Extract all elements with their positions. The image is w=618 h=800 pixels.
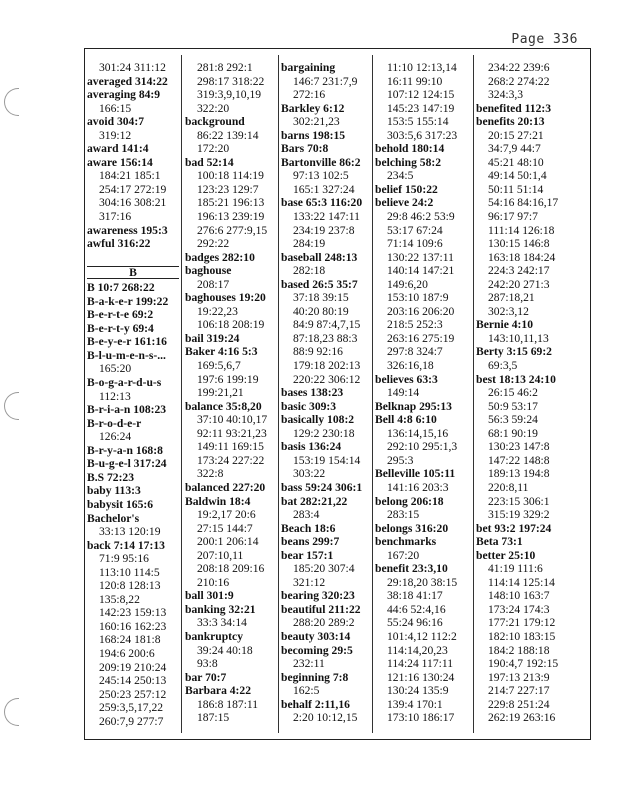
index-entry-term: Beach 18:6: [281, 521, 336, 535]
index-entry-references: 288:20 289:2: [293, 616, 355, 630]
index-entry-references: 210:16: [197, 575, 230, 589]
index-entry-term: belongs 316:20: [375, 521, 449, 535]
index-entry-references: 322:8: [197, 467, 224, 481]
index-entry-references: 97:13 102:5: [293, 169, 349, 183]
index-entry-references: 33:3 34:14: [197, 616, 247, 630]
index-entry-term: bankruptcy: [185, 629, 243, 643]
index-entry-term: baghouses 19:20: [185, 291, 266, 305]
index-entry-references: 165:20: [99, 362, 132, 376]
index-entry-references: 301:24 311:12: [99, 61, 166, 74]
index-entry-references: 130:22 137:11: [387, 250, 454, 264]
index-entry-references: 16:11 99:10: [387, 74, 443, 88]
blank-line: [87, 251, 179, 265]
index-entry-references: 297:8 324:7: [387, 345, 443, 359]
index-page-frame: [84, 48, 591, 740]
index-entry-references: 190:4,7 192:15: [488, 657, 559, 671]
index-entry-references: 120:8 128:13: [99, 579, 161, 593]
index-entry-references: 263:16 275:19: [387, 331, 455, 345]
index-entry-references: 218:5 252:3: [387, 318, 443, 332]
index-entry-references: 130:23 147:8: [488, 440, 550, 454]
index-entry-term: B-o-g-a-r-d-u-s: [87, 376, 162, 390]
index-entry-references: 153:19 154:14: [293, 453, 361, 467]
index-entry-references: 142:23 159:13: [99, 606, 167, 620]
index-entry-references: 50:11 51:14: [488, 182, 544, 196]
index-entry-references: 317:16: [99, 210, 132, 224]
index-column-2: [185, 61, 275, 731]
index-entry-references: 234:19 237:8: [293, 223, 355, 237]
index-entry-references: 54:16 84:16,17: [488, 196, 559, 210]
index-entry-references: 184:21 185:1: [99, 169, 161, 183]
index-entry-references: 2:20 10:12,15: [293, 711, 358, 725]
index-entry-references: 186:8 187:11: [197, 697, 259, 711]
index-entry-term: award 141:4: [87, 142, 149, 156]
index-entry-term: bail 319:24: [185, 331, 240, 345]
index-entry-term: balanced 227:20: [185, 480, 266, 494]
index-entry-references: 96:17 97:7: [488, 210, 538, 224]
punch-hole-mark: [4, 392, 19, 420]
index-entry-references: 153:10 187:9: [387, 291, 449, 305]
index-entry-references: 56:3 59:24: [488, 413, 538, 427]
punch-hole-mark: [4, 88, 19, 116]
index-entry-term: believe 24:2: [375, 196, 434, 210]
index-entry-references: 173:10 186:17: [387, 711, 455, 725]
index-entry-references: 245:14 250:13: [99, 674, 167, 688]
index-entry-references: 45:21 48:10: [488, 155, 544, 169]
index-entry-references: 220:8,11: [488, 480, 529, 494]
index-entry-references: 87:18,23 88:3: [293, 331, 358, 345]
index-entry-references: 129:2 230:18: [293, 426, 355, 440]
index-entry-references: 214:7 227:17: [488, 684, 550, 698]
index-entry-references: 149:14: [387, 386, 420, 400]
index-entry-references: 145:23 147:19: [387, 101, 455, 115]
index-entry-term: baghouse: [185, 264, 232, 278]
index-entry-references: 114:14,20,23: [387, 643, 448, 657]
index-entry-references: 324:3,3: [488, 88, 524, 102]
index-entry-term: barns 198:15: [281, 128, 346, 142]
column-divider: [372, 55, 373, 733]
index-entry-term: better 25:10: [476, 548, 536, 562]
index-entry-term: baseball 248:13: [281, 250, 358, 264]
index-column-3: [281, 61, 369, 731]
index-entry-references: 123:23 129:7: [197, 182, 259, 196]
index-entry-references: 287:18,21: [488, 291, 535, 305]
index-entry-references: 232:11: [293, 657, 325, 671]
column-divider: [473, 55, 474, 733]
index-entry-term: Bars 70:8: [281, 142, 329, 156]
index-entry-references: 322:20: [197, 101, 230, 115]
index-entry-references: 304:16 308:21: [99, 196, 167, 210]
index-entry-references: 163:18 184:24: [488, 250, 556, 264]
index-entry-references: 284:19: [293, 237, 326, 251]
index-entry-term: awful 316:22: [87, 237, 151, 251]
index-entry-term: Bartonville 86:2: [281, 155, 361, 169]
index-entry-references: 29:18,20 38:15: [387, 575, 458, 589]
index-entry-term: badges 282:10: [185, 250, 255, 264]
index-entry-references: 173:24 227:22: [197, 453, 265, 467]
index-entry-references: 133:22 147:11: [293, 210, 360, 224]
index-entry-references: 19:22,23: [197, 304, 238, 318]
index-entry-term: Belknap 295:13: [375, 399, 452, 413]
index-entry-references: 182:10 183:15: [488, 629, 556, 643]
index-entry-references: 41:19 111:6: [488, 562, 543, 576]
index-entry-references: 141:16 203:3: [387, 480, 449, 494]
index-entry-term: B-a-k-e-r 199:22: [87, 294, 169, 308]
index-entry-term: bass 59:24 306:1: [281, 480, 363, 494]
index-entry-term: back 7:14 17:13: [87, 538, 165, 552]
index-entry-references: 223:15 306:1: [488, 494, 550, 508]
index-entry-references: 111:14 126:18: [488, 223, 555, 237]
index-entry-references: 37:18 39:15: [293, 291, 349, 305]
index-entry-term: beautiful 211:22: [281, 602, 361, 616]
index-entry-references: 194:6 200:6: [99, 646, 155, 660]
index-entry-references: 50:9 53:17: [488, 399, 538, 413]
column-divider: [278, 55, 279, 733]
index-entry-term: benefits 20:13: [476, 115, 545, 129]
index-entry-references: 173:24 174:3: [488, 602, 550, 616]
index-entry-term: Baker 4:16 5:3: [185, 345, 258, 359]
index-entry-references: 319:12: [99, 128, 132, 142]
index-entry-term: B-r-y-a-n 168:8: [87, 443, 163, 457]
index-entry-references: 160:16 162:23: [99, 619, 167, 633]
index-entry-references: 272:16: [293, 88, 326, 102]
index-entry-references: 208:17: [197, 277, 230, 291]
index-entry-references: 254:17 272:19: [99, 182, 167, 196]
index-entry-references: 55:24 96:16: [387, 616, 443, 630]
punch-hole-mark: [4, 698, 19, 726]
index-entry-term: behalf 2:11,16: [281, 697, 350, 711]
index-entry-references: 281:8 292:1: [197, 61, 253, 74]
index-entry-references: 268:2 274:22: [488, 74, 550, 88]
index-entry-references: 185:20 307:4: [293, 562, 355, 576]
index-entry-references: 177:21 179:12: [488, 616, 556, 630]
index-entry-references: 86:22 139:14: [197, 128, 259, 142]
index-entry-references: 283:4: [293, 508, 320, 522]
index-entry-references: 196:13 239:19: [197, 210, 265, 224]
index-entry-term: B.S 72:23: [87, 470, 135, 484]
index-entry-references: 106:18 208:19: [197, 318, 265, 332]
index-entry-references: 27:15 144:7: [197, 521, 253, 535]
index-entry-references: 130:15 146:8: [488, 237, 550, 251]
index-entry-term: bases 138:23: [281, 386, 344, 400]
index-entry-term: balance 35:8,20: [185, 399, 262, 413]
index-entry-term: Barbara 4:22: [185, 684, 252, 698]
index-entry-references: 184:2 188:18: [488, 643, 550, 657]
index-entry-references: 189:13 194:8: [488, 467, 550, 481]
index-entry-references: 101:4,12 112:2: [387, 629, 457, 643]
index-entry-term: basis 136:24: [281, 440, 342, 454]
index-entry-references: 220:22 306:12: [293, 372, 361, 386]
index-entry-term: Beta 73:1: [476, 535, 523, 549]
index-entry-references: 37:10 40:10,17: [197, 413, 268, 427]
index-entry-references: 113:10 114:5: [99, 565, 160, 579]
index-entry-references: 303:5,6 317:23: [387, 128, 458, 142]
index-entry-references: 187:15: [197, 711, 230, 725]
index-entry-references: 172:20: [197, 142, 230, 156]
index-entry-references: 49:14 50:1,4: [488, 169, 547, 183]
index-entry-term: Bachelor's: [87, 511, 140, 525]
column-divider: [181, 55, 182, 733]
index-entry-references: 114:14 125:14: [488, 575, 555, 589]
index-entry-term: bargaining: [281, 61, 336, 74]
index-entry-term: Barkley 6:12: [281, 101, 345, 115]
index-entry-term: avoid 304:7: [87, 115, 145, 129]
index-entry-references: 260:7,9 277:7: [99, 714, 164, 728]
index-entry-term: bad 52:14: [185, 155, 234, 169]
index-entry-term: belching 58:2: [375, 155, 442, 169]
index-entry-term: averaged 314:22: [87, 74, 168, 88]
index-entry-term: bearing 320:23: [281, 589, 355, 603]
index-entry-references: 315:19 329:2: [488, 508, 550, 522]
index-entry-term: B-r-o-d-e-r: [87, 416, 142, 430]
index-entry-term: basically 108:2: [281, 413, 355, 427]
index-entry-references: 209:19 210:24: [99, 660, 167, 674]
index-entry-references: 303:22: [293, 467, 326, 481]
index-entry-references: 200:1 206:14: [197, 535, 259, 549]
index-entry-references: 100:18 114:19: [197, 169, 264, 183]
index-entry-term: basic 309:3: [281, 399, 337, 413]
index-entry-term: beans 299:7: [281, 535, 340, 549]
index-entry-references: 326:16,18: [387, 359, 434, 373]
index-entry-term: based 26:5 35:7: [281, 277, 358, 291]
index-entry-references: 179:18 202:13: [293, 359, 361, 373]
index-entry-references: 19:2,17 20:6: [197, 508, 256, 522]
index-entry-references: 114:24 117:11: [387, 657, 454, 671]
index-entry-term: behold 180:14: [375, 142, 445, 156]
index-entry-references: 302:3,12: [488, 304, 529, 318]
index-entry-term: belief 150:22: [375, 182, 438, 196]
index-entry-term: Belleville 105:11: [375, 467, 456, 481]
index-entry-references: 112:13: [99, 389, 131, 403]
index-entry-term: B-l-u-m-e-n-s-...: [87, 348, 166, 362]
section-letter-heading: B: [87, 266, 179, 279]
index-entry-term: baby 113:3: [87, 484, 141, 498]
index-entry-references: 282:18: [293, 264, 326, 278]
index-entry-term: bear 157:1: [281, 548, 334, 562]
index-entry-term: background: [185, 115, 245, 129]
index-entry-term: bar 70:7: [185, 670, 227, 684]
index-entry-references: 11:10 12:13,14: [387, 61, 457, 74]
index-entry-references: 39:24 40:18: [197, 643, 253, 657]
index-entry-references: 321:12: [293, 575, 326, 589]
index-entry-term: bet 93:2 197:24: [476, 521, 552, 535]
index-entry-references: 34:7,9 44:7: [488, 142, 541, 156]
index-entry-references: 26:15 46:2: [488, 386, 538, 400]
index-entry-references: 126:24: [99, 430, 132, 444]
index-entry-references: 143:10,11,13: [488, 331, 549, 345]
index-column-4: [375, 61, 470, 731]
index-entry-references: 147:22 148:8: [488, 453, 550, 467]
index-entry-references: 283:15: [387, 508, 420, 522]
index-entry-references: 148:10 163:7: [488, 589, 550, 603]
index-entry-references: 33:13 120:19: [99, 525, 161, 539]
index-entry-references: 153:5 155:14: [387, 115, 449, 129]
index-entry-references: 146:7 231:7,9: [293, 74, 358, 88]
index-entry-term: averaging 84:9: [87, 88, 161, 102]
index-entry-references: 71:14 109:6: [387, 237, 443, 251]
index-entry-references: 165:1 327:24: [293, 182, 355, 196]
index-entry-references: 185:21 196:13: [197, 196, 265, 210]
index-entry-references: 162:5: [293, 684, 320, 698]
index-entry-references: 84:9 87:4,7,15: [293, 318, 361, 332]
index-entry-term: benefited 112:3: [476, 101, 552, 115]
index-entry-references: 168:24 181:8: [99, 633, 161, 647]
index-entry-term: awareness 195:3: [87, 223, 168, 237]
index-entry-term: Baldwin 18:4: [185, 494, 251, 508]
index-entry-references: 197:6 199:19: [197, 372, 259, 386]
index-entry-term: base 65:3 116:20: [281, 196, 363, 210]
index-entry-references: 40:20 80:19: [293, 304, 349, 318]
index-entry-references: 229:8 251:24: [488, 697, 550, 711]
index-entry-references: 224:3 242:17: [488, 264, 550, 278]
index-entry-references: 295:3: [387, 453, 414, 467]
index-column-5: [476, 61, 586, 731]
index-entry-term: B 10:7 268:22: [87, 281, 155, 295]
index-entry-references: 29:8 46:2 53:9: [387, 210, 455, 224]
index-entry-references: 292:22: [197, 237, 230, 251]
index-entry-references: 149:11 169:15: [197, 440, 264, 454]
index-entry-term: B-e-r-t-e 69:2: [87, 308, 154, 322]
index-entry-references: 319:3,9,10,19: [197, 88, 262, 102]
index-entry-term: bat 282:21,22: [281, 494, 348, 508]
index-entry-term: Bell 4:8 6:10: [375, 413, 437, 427]
index-entry-references: 302:21,23: [293, 115, 340, 129]
index-entry-references: 135:8,22: [99, 592, 140, 606]
index-entry-references: 136:14,15,16: [387, 426, 449, 440]
index-entry-references: 276:6 277:9,15: [197, 223, 268, 237]
index-entry-term: B-e-y-e-r 161:16: [87, 335, 167, 349]
index-entry-references: 199:21,21: [197, 386, 244, 400]
index-entry-term: believes 63:3: [375, 372, 438, 386]
index-entry-term: ball 301:9: [185, 589, 234, 603]
index-entry-term: banking 32:21: [185, 602, 256, 616]
page-number: Page 336: [511, 32, 578, 47]
index-entry-references: 88:9 92:16: [293, 345, 343, 359]
index-entry-term: B-r-i-a-n 108:23: [87, 403, 167, 417]
index-entry-term: becoming 29:5: [281, 643, 353, 657]
index-entry-references: 53:17 67:24: [387, 223, 443, 237]
index-entry-term: aware 156:14: [87, 155, 153, 169]
index-entry-references: 71:9 95:16: [99, 552, 149, 566]
index-entry-references: 20:15 27:21: [488, 128, 544, 142]
index-entry-references: 234:22 239:6: [488, 61, 550, 74]
index-entry-term: benefit 23:3,10: [375, 562, 448, 576]
index-entry-references: 107:12 124:15: [387, 88, 455, 102]
index-entry-references: 140:14 147:21: [387, 264, 455, 278]
index-entry-term: Bernie 4:10: [476, 318, 533, 332]
index-entry-references: 207:10,11: [197, 548, 244, 562]
index-entry-references: 197:13 213:9: [488, 670, 550, 684]
index-entry-references: 208:18 209:16: [197, 562, 265, 576]
index-entry-references: 250:23 257:12: [99, 687, 167, 701]
index-entry-references: 139:4 170:1: [387, 697, 443, 711]
index-entry-references: 69:3,5: [488, 359, 518, 373]
index-entry-references: 44:6 52:4,16: [387, 602, 446, 616]
index-entry-references: 38:18 41:17: [387, 589, 443, 603]
index-entry-term: beauty 303:14: [281, 629, 351, 643]
index-entry-references: 93:8: [197, 657, 218, 671]
index-entry-term: Berty 3:15 69:2: [476, 345, 552, 359]
index-entry-references: 149:6,20: [387, 277, 428, 291]
index-entry-references: 121:16 130:24: [387, 670, 455, 684]
index-entry-references: 203:16 206:20: [387, 304, 455, 318]
index-entry-references: 298:17 318:22: [197, 74, 265, 88]
index-entry-references: 242:20 271:3: [488, 277, 550, 291]
index-entry-references: 262:19 263:16: [488, 711, 556, 725]
index-entry-references: 169:5,6,7: [197, 359, 241, 373]
index-entry-references: 234:5: [387, 169, 414, 183]
index-entry-term: babysit 165:6: [87, 497, 154, 511]
index-entry-term: benchmarks: [375, 535, 437, 549]
index-entry-references: 130:24 135:9: [387, 684, 449, 698]
index-entry-term: best 18:13 24:10: [476, 372, 556, 386]
index-entry-term: beginning 7:8: [281, 670, 349, 684]
index-entry-references: 167:20: [387, 548, 420, 562]
index-column-1: [87, 61, 179, 731]
index-entry-term: belong 206:18: [375, 494, 444, 508]
index-entry-references: 166:15: [99, 101, 132, 115]
index-entry-references: 68:1 90:19: [488, 426, 538, 440]
index-entry-references: 259:3,5,17,22: [99, 701, 164, 715]
index-entry-term: B-u-g-e-l 317:24: [87, 457, 167, 471]
index-entry-references: 92:11 93:21,23: [197, 426, 267, 440]
index-entry-term: B-e-r-t-y 69:4: [87, 321, 154, 335]
index-entry-references: 292:10 295:1,3: [387, 440, 458, 454]
